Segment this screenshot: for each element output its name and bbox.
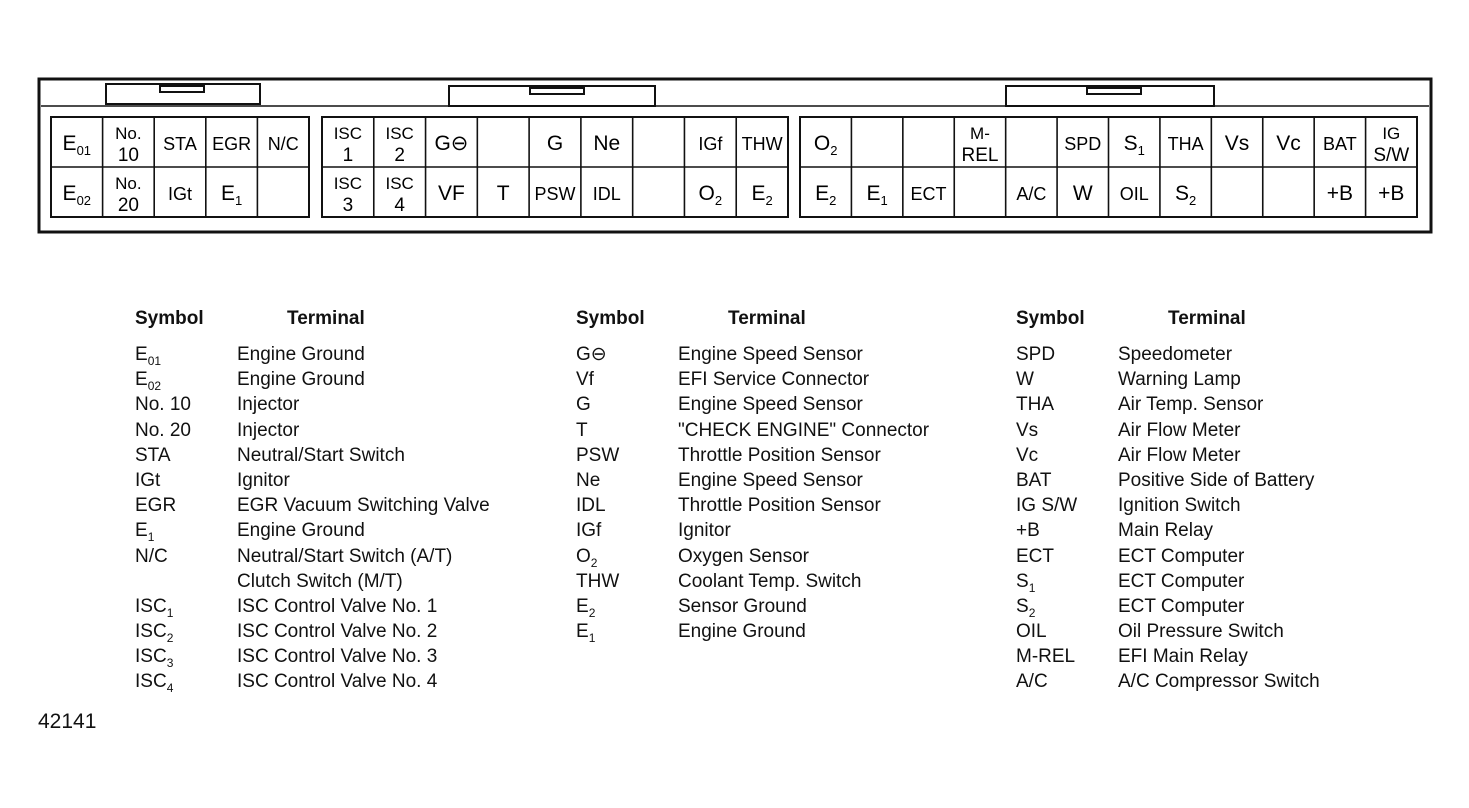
legend-terminal: ECT Computer [1118,570,1245,592]
legend-symbol: STA [135,444,171,466]
pin-label: 4 [394,195,405,216]
legend-terminal: Positive Side of Battery [1118,469,1315,491]
pin-label: Vc [1276,132,1301,155]
pin-label: EGR [212,134,252,154]
legend-terminal: Sensor Ground [678,595,807,617]
pin-cell [438,182,465,205]
pin-cell [698,134,723,154]
pin-cell [268,134,299,154]
legend-terminal: Main Relay [1118,520,1214,542]
legend-terminal: Engine Speed Sensor [678,344,863,365]
legend-terminal: ISC Control Valve No. 2 [237,621,438,643]
pin-label: VF [438,182,465,205]
latch-tab-center [449,86,655,106]
legend-terminal: Injector [237,419,300,441]
pin-cell [534,184,575,204]
legend-terminal: Injector [237,394,300,416]
legend-symbol: $E_{02}$ [135,369,162,393]
legend-symbol: Ne [576,469,601,491]
pin-label: IGf [698,134,723,154]
legend-terminal-header: Terminal [728,308,806,329]
pin-label: 10 [117,145,139,166]
pin-cell [1120,184,1149,204]
legend-terminal: A/C Compressor Switch [1118,671,1320,693]
legend-symbol: ECT [1016,545,1054,567]
legend-terminal: Engine Ground [237,520,365,542]
pin-cell [212,134,251,154]
legend-terminal: Engine Speed Sensor [678,394,863,416]
legend-symbol: IDL [576,495,606,517]
pin-cell [911,184,947,204]
pin-label: G⊖ [434,132,469,155]
legend-symbol: PSW [576,444,620,466]
pin-label: ISC [333,174,363,193]
pin-label: $O_2$ [813,132,838,158]
legend-symbol: No. 10 [135,394,191,416]
pin-label: $E_2$ [751,182,773,208]
pin-cell [1276,132,1301,155]
legend-symbol: G [576,394,591,416]
legend-symbol: IGt [135,469,161,491]
legend-terminal: Engine Ground [237,369,365,391]
pin-label: ISC [385,124,414,143]
pin-label: ISC [333,124,363,143]
pin-label: THW [741,134,783,154]
pin-label: W [1072,182,1093,205]
pin-cell [1327,182,1353,205]
legend-symbol: $O_2$ [576,545,598,570]
legend-symbol: $ISC_3$ [135,646,174,671]
legend-terminal: Warning Lamp [1118,369,1241,391]
legend-terminal: Ignitor [678,520,731,542]
pin-label: THA [1167,134,1204,154]
pin-cell [163,134,197,154]
legend-symbol: BAT [1016,469,1052,491]
legend-terminal: Ignition Switch [1118,495,1241,517]
legend-symbol: $ISC_2$ [135,621,174,645]
pin-label: IG [1382,124,1401,143]
pin-label: +B [1326,182,1354,205]
legend-symbol: $E_1$ [135,520,155,545]
pin-label: $E_{01}$ [62,132,92,158]
legend-terminal-header: Terminal [287,308,365,329]
legend-symbol: $ISC_4$ [135,671,174,696]
pin-label: $E_1$ [220,182,243,208]
pin-label: IDL [592,184,621,204]
legend-symbol: T [576,419,588,441]
pin-label: No. [115,124,142,143]
pin-label: S/W [1373,145,1410,166]
legend-symbol: IG S/W [1016,495,1078,517]
connector-block-3 [800,117,1417,217]
pin-label: $E_{02}$ [62,182,92,208]
legend-symbol: G⊖ [576,344,607,365]
pin-cell [547,132,563,155]
latch-tab-left [106,84,260,104]
legend-terminal: Neutral/Start Switch (A/T) [237,545,453,567]
legend-symbol: Vc [1016,444,1039,466]
pin-cell [1016,184,1046,204]
pin-cell [742,134,783,154]
pin-cell [1323,134,1357,154]
legend-symbol: EGR [135,495,177,517]
pin-label: $S_1$ [1123,132,1145,158]
pin-label: 1 [342,145,354,166]
pin-cell [1073,182,1093,205]
legend-terminal: Throttle Position Sensor [678,495,881,517]
figure-number: 42141 [38,710,97,733]
legend-terminal: EFI Main Relay [1118,646,1248,668]
legend-symbol-header: Symbol [135,308,204,329]
legend-terminal: Speedometer [1118,344,1233,365]
pin-label: ISC [385,174,414,193]
pin-label: $E_1$ [866,182,888,208]
ecu-connector-diagram [0,0,1469,250]
pin-cell [115,174,141,216]
pin-label: 20 [117,195,139,216]
pin-label: Vs [1224,132,1250,155]
legend-terminal: Engine Ground [237,344,365,365]
legend-terminal: Clutch Switch (M/T) [237,570,403,592]
legend-symbol: No. 20 [135,419,191,441]
pin-label: $S_2$ [1175,182,1197,208]
pin-cell [115,124,141,166]
pin-cell [1064,134,1101,154]
legend-symbol: $S_1$ [1016,570,1036,595]
connector-block-2 [322,117,788,217]
pin-cell [434,132,468,155]
legend-symbol: THW [576,570,620,592]
pin-label: REL [961,145,999,166]
legend-symbol: $ISC_1$ [135,595,174,620]
legend-symbol-header: Symbol [1016,308,1085,329]
legend-symbol: $E_{01}$ [135,344,162,368]
pin-label: OIL [1119,184,1149,204]
pin-cell [1225,132,1250,155]
legend-symbol: IGf [576,520,602,542]
legend-symbol: W [1016,369,1034,391]
pin-cell [497,182,510,205]
legend-symbol: SPD [1016,344,1056,365]
legend-terminal-header: Terminal [1168,308,1246,329]
legend-terminal: Ignitor [237,469,290,491]
pin-label: 2 [394,145,405,166]
pin-label: 3 [342,195,354,216]
pin-label: ECT [910,184,947,204]
legend-terminal: Throttle Position Sensor [678,444,881,466]
pin-label: PSW [534,184,576,204]
legend-symbol: A/C [1016,671,1048,693]
pin-label: $O_2$ [698,182,723,208]
pin-cell [1168,134,1204,154]
legend-symbol: Vf [576,369,594,391]
legend-symbol: Vs [1016,419,1039,441]
legend-symbol: OIL [1016,621,1047,643]
legend-symbol: THA [1016,394,1054,416]
legend-symbol: $E_2$ [576,595,596,620]
connector-block-1 [51,117,309,217]
pin-cell [1378,182,1404,205]
legend-terminal: ISC Control Valve No. 3 [237,646,438,668]
legend-symbol: $E_1$ [576,621,596,645]
latch-tab-right [1006,86,1214,106]
pin-cell [593,132,620,155]
legend-symbol: $S_2$ [1016,595,1036,620]
pin-label: IGt [167,184,193,204]
legend-terminal: "CHECK ENGINE" Connector [678,419,930,441]
pin-label: +B [1378,182,1405,205]
legend-terminal: Air Temp. Sensor [1118,394,1264,416]
legend-symbol-header: Symbol [576,308,645,329]
pin-label: No. [115,174,142,193]
pin-label: $E_2$ [815,182,837,208]
pin-label: STA [163,134,197,154]
legend-symbol: N/C [135,545,168,567]
pin-label: M- [970,124,990,143]
legend-terminal: Air Flow Meter [1118,444,1241,466]
legend-terminal: Neutral/Start Switch [237,444,405,466]
pin-label: Ne [593,132,621,155]
legend-terminal: EGR Vacuum Switching Valve [237,495,490,517]
legend-terminal: Engine Speed Sensor [678,469,863,491]
pin-label: SPD [1064,134,1102,154]
pin-cell [168,184,192,204]
pin-cell [593,184,621,204]
pin-label: A/C [1016,184,1047,204]
legend-terminal: Oxygen Sensor [678,545,809,567]
legend-terminal: ECT Computer [1118,595,1245,617]
legend-terminal: ISC Control Valve No. 1 [237,595,438,617]
legend-symbol: M-REL [1016,646,1076,668]
legend-terminal: Air Flow Meter [1118,419,1241,441]
legend-terminal: ECT Computer [1118,545,1245,567]
legend-terminal: Engine Ground [678,621,806,643]
pin-label: G [546,132,564,155]
pin-label: N/C [267,134,299,154]
legend-terminal: Oil Pressure Switch [1118,621,1284,643]
pin-label: T [496,182,510,205]
legend-terminal: ISC Control Valve No. 4 [237,671,438,693]
legend-terminal: EFI Service Connector [678,369,870,391]
legend-symbol: +B [1016,520,1040,542]
pin-label: BAT [1323,134,1357,154]
legend-terminal: Coolant Temp. Switch [678,570,862,592]
